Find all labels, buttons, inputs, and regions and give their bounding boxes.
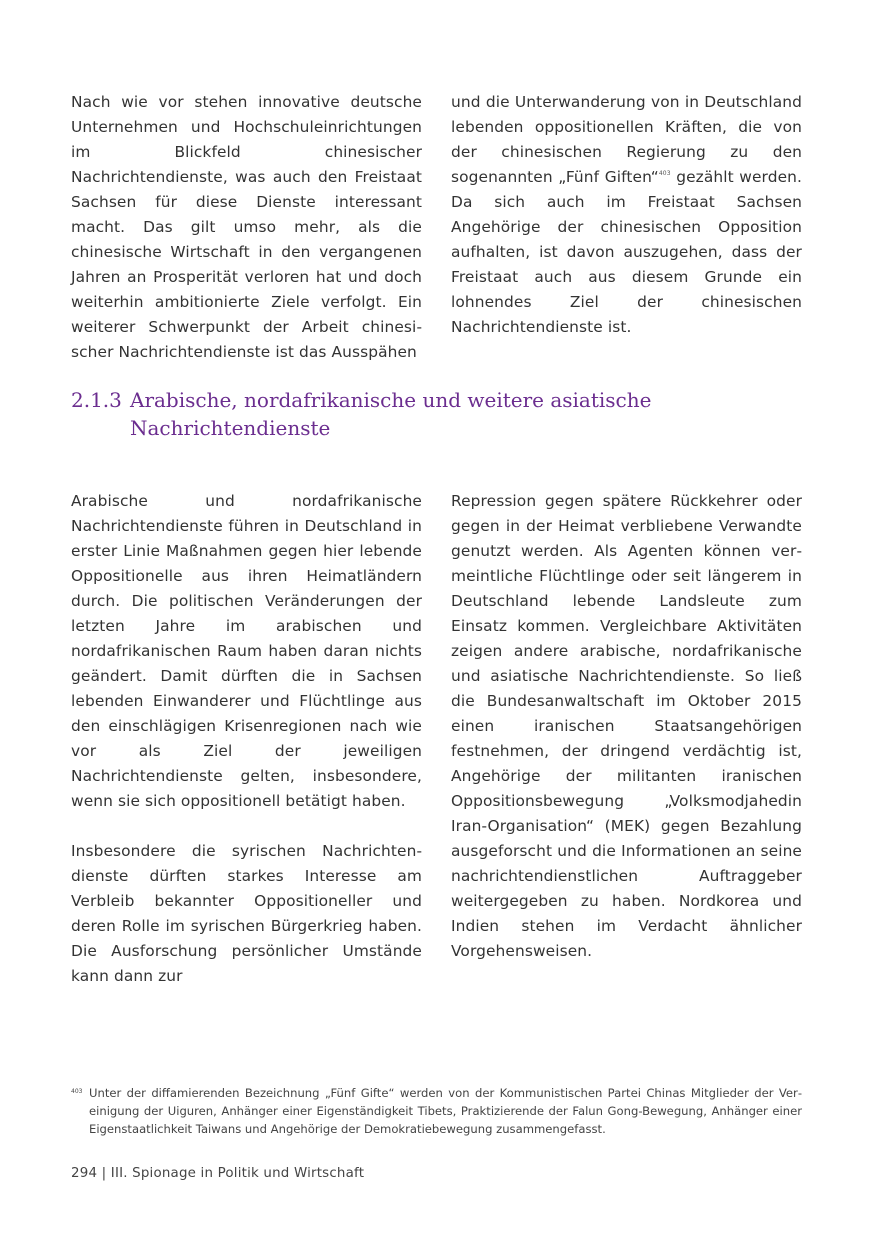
paragraph: Nach wie vor stehen innovative deutsche Unternehmen und Hochschuleinrichtungen im Blickfeld chinesischer Nachrichtendienste, was auch den Freistaat Sachsen für diese Dienste interessant macht. Das gilt umso mehr, als die chinesische Wirtschaft in den vergangenen Jahren an Prosperität verloren hat und doch weiterhin ambitionierte Ziele verfolgt. Ein weiterer Schwerpunkt der Arbeit chinesischer Nachrichtendienste ist das Ausspähen xyxy=(71,93,422,361)
page-number: 294 xyxy=(71,1166,98,1181)
paragraph-text: gezählt werden. Da sich auch im Freistaat Sachsen Angehörige der chinesischen Opposition aufhalten, ist davon auszugehen, dass der Freistaat auch aus diesem Grunde ein lohnendes Ziel der chinesischen Nachrichtendienste ist. xyxy=(451,168,803,336)
footnote-number: 403 xyxy=(71,1088,83,1095)
footnote-reference[interactable]: 403 xyxy=(658,170,671,177)
footer-separator: | xyxy=(97,1166,111,1181)
paragraph xyxy=(451,90,802,340)
section-title: Arabische, nordafrikanische und weitere asiatische Nachrichtendienste xyxy=(130,388,652,440)
body-right-column xyxy=(451,489,802,964)
section-number: 2.1.3 xyxy=(71,388,122,412)
body-left-column xyxy=(71,489,422,989)
paragraph: Arabische und nordafrikanische Nachrichtendienste führen in Deutschland in erster Linie Maßnahmen gegen hier lebende Oppositionelle aus ihren Heimatländern durch. Die politischen Veränderungen der letzten Jahre im arabischen und nordafrikanischen Raum haben daran nichts geändert. Damit dürften die in Sachsen lebenden Einwanderer und Flüchtlinge aus den einschlägigen Krisenregionen nach wie vor als Ziel der jeweiligen Nachrichtendienste gelten, insbesondere, wenn sie sich oppositionell betätigt haben. xyxy=(71,492,422,810)
footnote xyxy=(71,1084,802,1138)
top-left-column xyxy=(71,90,422,365)
paragraph-text: und die Unterwanderung von in Deutschland lebenden oppositionellen Kräften, die von der chinesischen Regierung zu den sogenannten „Fünf Giften“ xyxy=(451,93,802,186)
chapter-title: III. Spionage in Politik und Wirtschaft xyxy=(110,1166,365,1181)
paragraph: Repression gegen spätere Rückkehrer oder gegen in der Heimat verbliebene Verwandte genutzt werden. Als Agenten können vermeintliche Flüchtlinge oder seit längerem in Deutschland lebende Landsleute zum Einsatz kommen. Vergleichbare Aktivitäten zeigen andere arabische, nordafrikanische und asiatische Nachrichtendienste. So ließ die Bundesanwaltschaft im Oktober 2015 einen iranischen Staatsangehörigen festnehmen, der dringend verdächtig ist, Angehörige der militanten iranischen Oppositionsbewegung „Volksmodjahedin Iran-Organisation“ (MEK) gegen Bezahlung ausgeforscht und die Informationen an seine nachrichtendienstlichen Auftraggeber weitergegeben zu haben. Nordkorea und Indien stehen im Verdacht ähnlicher Vorgehensweisen. xyxy=(451,492,802,960)
top-right-column xyxy=(451,90,802,340)
page-footer xyxy=(71,1166,364,1181)
footnote-text: Unter der diffamierenden Bezeichnung „Fünf Gifte“ werden von der Kommunistischen Partei Chinas Mitglieder der Vereinigung der Uiguren, Anhänger einer Eigenständigkeit Tibets, Praktizierende der Falun Gong-Bewegung, Anhänger einer Eigenstaatlichkeit Taiwans und Angehörige der Demokratiebewegung zusammengefasst. xyxy=(89,1086,802,1136)
paragraph: Insbesondere die syrischen Nachrichtendienste dürften starkes Interesse am Verbleib bekannter Oppositioneller und deren Rolle im syrischen Bürgerkrieg haben. Die Ausforschung persönlicher Umstände kann dann zur xyxy=(71,842,422,985)
